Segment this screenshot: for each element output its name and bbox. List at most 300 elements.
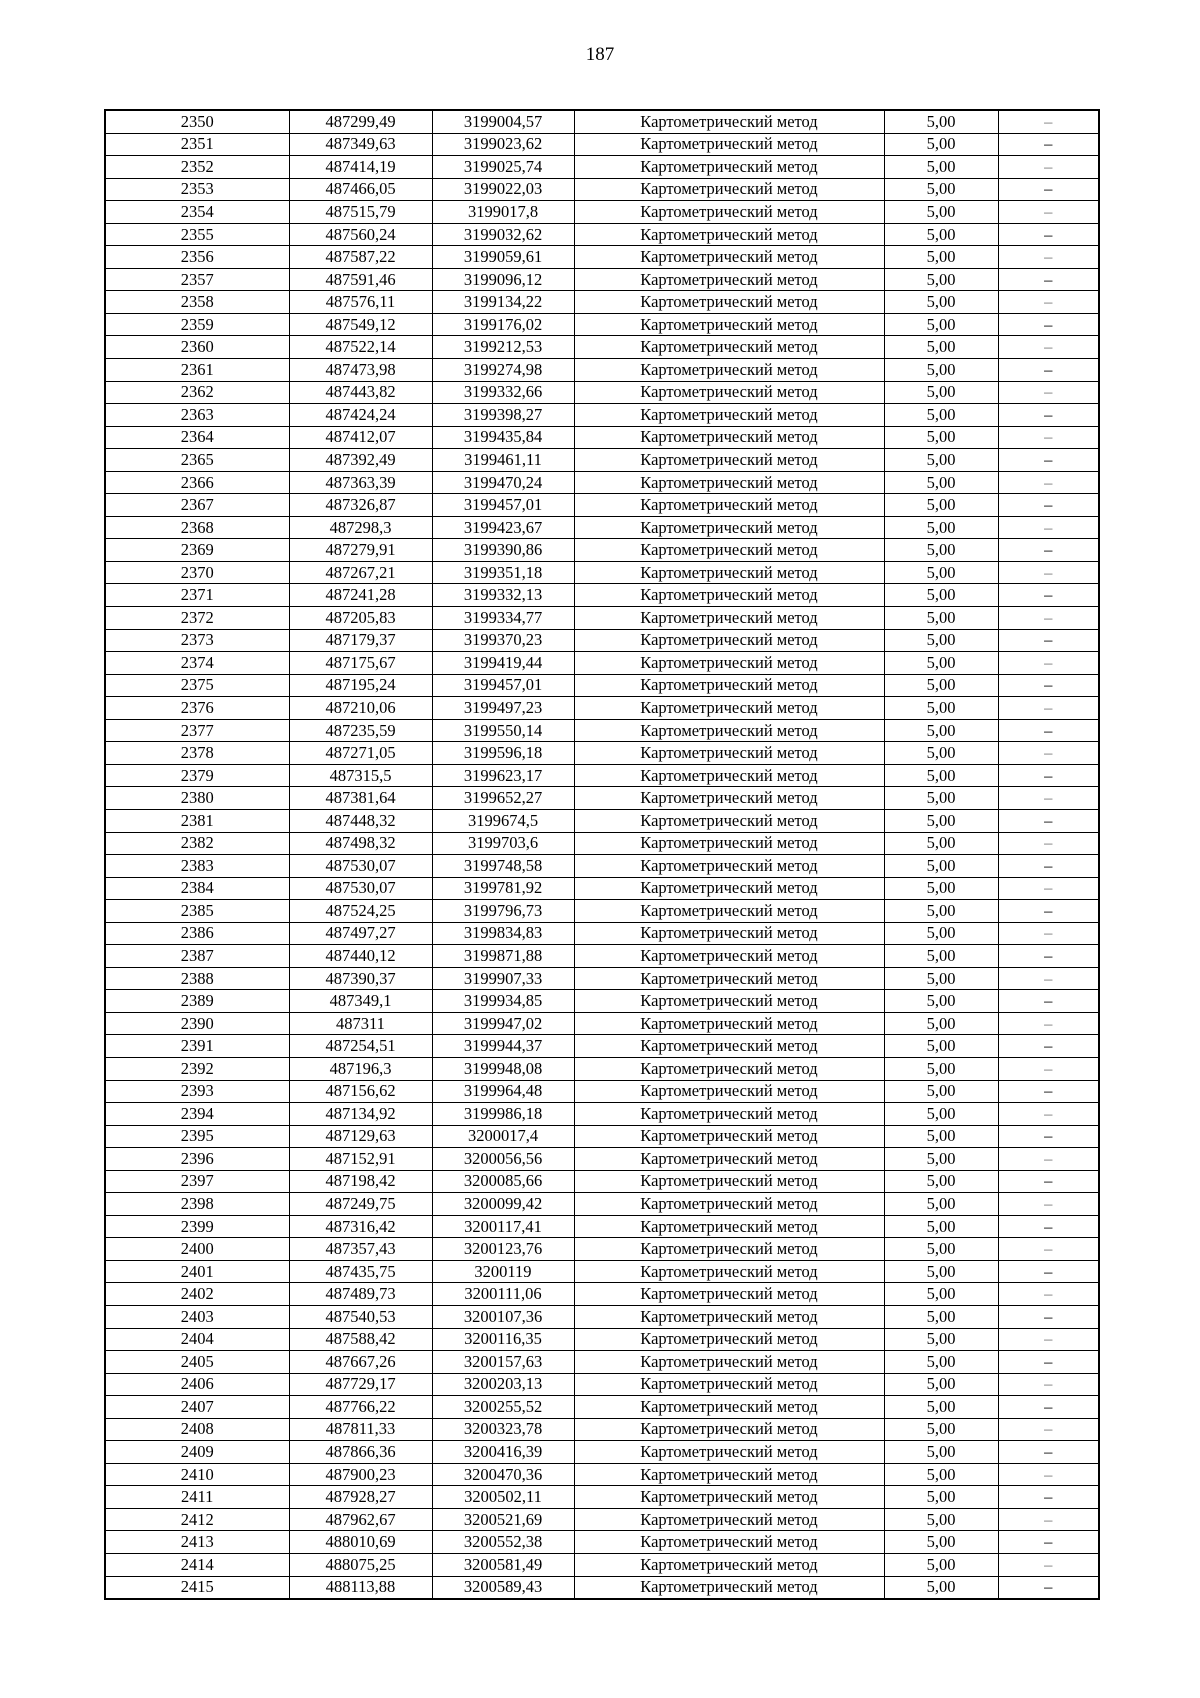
table-row bbox=[105, 268, 1099, 291]
description-cell: – bbox=[998, 1057, 1099, 1080]
point-number-cell: 2414 bbox=[105, 1554, 289, 1577]
description-cell: – bbox=[998, 674, 1099, 697]
y-coordinate-cell: 3200119 bbox=[432, 1260, 574, 1283]
description-cell: – bbox=[998, 764, 1099, 787]
description-cell: – bbox=[998, 133, 1099, 156]
x-coordinate-cell: 487866,36 bbox=[289, 1441, 432, 1464]
x-coordinate-cell: 487271,05 bbox=[289, 742, 432, 765]
method-cell: Картометрический метод bbox=[574, 133, 884, 156]
y-coordinate-cell: 3199334,77 bbox=[432, 607, 574, 630]
accuracy-cell: 5,00 bbox=[884, 1170, 998, 1193]
point-number-cell: 2406 bbox=[105, 1373, 289, 1396]
method-cell: Картометрический метод bbox=[574, 652, 884, 675]
table-row bbox=[105, 719, 1099, 742]
accuracy-cell: 5,00 bbox=[884, 877, 998, 900]
y-coordinate-cell: 3199435,84 bbox=[432, 426, 574, 449]
x-coordinate-cell: 487196,3 bbox=[289, 1057, 432, 1080]
description-cell: – bbox=[998, 1103, 1099, 1126]
description-cell: – bbox=[998, 1418, 1099, 1441]
accuracy-cell: 5,00 bbox=[884, 539, 998, 562]
description-cell: – bbox=[998, 449, 1099, 472]
point-number-cell: 2403 bbox=[105, 1305, 289, 1328]
description-cell: – bbox=[998, 742, 1099, 765]
accuracy-cell: 5,00 bbox=[884, 1148, 998, 1171]
y-coordinate-cell: 3199470,24 bbox=[432, 471, 574, 494]
table-row bbox=[105, 1260, 1099, 1283]
x-coordinate-cell: 487205,83 bbox=[289, 607, 432, 630]
x-coordinate-cell: 487414,19 bbox=[289, 156, 432, 179]
x-coordinate-cell: 487326,87 bbox=[289, 494, 432, 517]
point-number-cell: 2370 bbox=[105, 561, 289, 584]
point-number-cell: 2366 bbox=[105, 471, 289, 494]
description-cell: – bbox=[998, 719, 1099, 742]
method-cell: Картометрический метод bbox=[574, 404, 884, 427]
y-coordinate-cell: 3199390,86 bbox=[432, 539, 574, 562]
method-cell: Картометрический метод bbox=[574, 1531, 884, 1554]
y-coordinate-cell: 3199907,33 bbox=[432, 967, 574, 990]
x-coordinate-cell: 487198,42 bbox=[289, 1170, 432, 1193]
x-coordinate-cell: 487267,21 bbox=[289, 561, 432, 584]
description-cell: – bbox=[998, 516, 1099, 539]
accuracy-cell: 5,00 bbox=[884, 201, 998, 224]
method-cell: Картометрический метод bbox=[574, 1148, 884, 1171]
y-coordinate-cell: 3200111,06 bbox=[432, 1283, 574, 1306]
description-cell: – bbox=[998, 426, 1099, 449]
x-coordinate-cell: 487515,79 bbox=[289, 201, 432, 224]
y-coordinate-cell: 3200521,69 bbox=[432, 1508, 574, 1531]
y-coordinate-cell: 3200099,42 bbox=[432, 1193, 574, 1216]
description-cell: – bbox=[998, 178, 1099, 201]
point-number-cell: 2381 bbox=[105, 809, 289, 832]
point-number-cell: 2399 bbox=[105, 1215, 289, 1238]
y-coordinate-cell: 3200470,36 bbox=[432, 1463, 574, 1486]
point-number-cell: 2389 bbox=[105, 990, 289, 1013]
y-coordinate-cell: 3199023,62 bbox=[432, 133, 574, 156]
point-number-cell: 2380 bbox=[105, 787, 289, 810]
method-cell: Картометрический метод bbox=[574, 359, 884, 382]
description-cell: – bbox=[998, 1441, 1099, 1464]
table-row bbox=[105, 855, 1099, 878]
method-cell: Картометрический метод bbox=[574, 268, 884, 291]
table-row bbox=[105, 697, 1099, 720]
y-coordinate-cell: 3199623,17 bbox=[432, 764, 574, 787]
accuracy-cell: 5,00 bbox=[884, 178, 998, 201]
table-row bbox=[105, 561, 1099, 584]
point-number-cell: 2363 bbox=[105, 404, 289, 427]
method-cell: Картометрический метод bbox=[574, 381, 884, 404]
accuracy-cell: 5,00 bbox=[884, 1057, 998, 1080]
method-cell: Картометрический метод bbox=[574, 1125, 884, 1148]
accuracy-cell: 5,00 bbox=[884, 291, 998, 314]
point-number-cell: 2391 bbox=[105, 1035, 289, 1058]
point-number-cell: 2411 bbox=[105, 1486, 289, 1509]
x-coordinate-cell: 487349,63 bbox=[289, 133, 432, 156]
page-number: 187 bbox=[585, 44, 615, 65]
accuracy-cell: 5,00 bbox=[884, 652, 998, 675]
table-row bbox=[105, 1305, 1099, 1328]
point-number-cell: 2362 bbox=[105, 381, 289, 404]
y-coordinate-cell: 3200017,4 bbox=[432, 1125, 574, 1148]
table-row bbox=[105, 1508, 1099, 1531]
description-cell: – bbox=[998, 967, 1099, 990]
description-cell: – bbox=[998, 223, 1099, 246]
description-cell: – bbox=[998, 1531, 1099, 1554]
point-number-cell: 2413 bbox=[105, 1531, 289, 1554]
y-coordinate-cell: 3199461,11 bbox=[432, 449, 574, 472]
y-coordinate-cell: 3199652,27 bbox=[432, 787, 574, 810]
point-number-cell: 2358 bbox=[105, 291, 289, 314]
description-cell: – bbox=[998, 1305, 1099, 1328]
table-row bbox=[105, 967, 1099, 990]
table-row bbox=[105, 1080, 1099, 1103]
accuracy-cell: 5,00 bbox=[884, 1396, 998, 1419]
point-number-cell: 2369 bbox=[105, 539, 289, 562]
x-coordinate-cell: 487466,05 bbox=[289, 178, 432, 201]
table-row bbox=[105, 359, 1099, 382]
accuracy-cell: 5,00 bbox=[884, 719, 998, 742]
table-row bbox=[105, 787, 1099, 810]
x-coordinate-cell: 487129,63 bbox=[289, 1125, 432, 1148]
x-coordinate-cell: 487179,37 bbox=[289, 629, 432, 652]
description-cell: – bbox=[998, 1035, 1099, 1058]
method-cell: Картометрический метод bbox=[574, 178, 884, 201]
method-cell: Картометрический метод bbox=[574, 1103, 884, 1126]
description-cell: – bbox=[998, 539, 1099, 562]
description-cell: – bbox=[998, 156, 1099, 179]
x-coordinate-cell: 488113,88 bbox=[289, 1576, 432, 1599]
x-coordinate-cell: 487448,32 bbox=[289, 809, 432, 832]
table-row bbox=[105, 607, 1099, 630]
point-number-cell: 2400 bbox=[105, 1238, 289, 1261]
accuracy-cell: 5,00 bbox=[884, 742, 998, 765]
point-number-cell: 2377 bbox=[105, 719, 289, 742]
x-coordinate-cell: 487311 bbox=[289, 1012, 432, 1035]
y-coordinate-cell: 3200323,78 bbox=[432, 1418, 574, 1441]
y-coordinate-cell: 3200085,66 bbox=[432, 1170, 574, 1193]
point-number-cell: 2357 bbox=[105, 268, 289, 291]
description-cell: – bbox=[998, 629, 1099, 652]
accuracy-cell: 5,00 bbox=[884, 1238, 998, 1261]
x-coordinate-cell: 487156,62 bbox=[289, 1080, 432, 1103]
x-coordinate-cell: 487175,67 bbox=[289, 652, 432, 675]
y-coordinate-cell: 3199596,18 bbox=[432, 742, 574, 765]
x-coordinate-cell: 487928,27 bbox=[289, 1486, 432, 1509]
point-number-cell: 2385 bbox=[105, 900, 289, 923]
method-cell: Картометрический метод bbox=[574, 584, 884, 607]
y-coordinate-cell: 3199096,12 bbox=[432, 268, 574, 291]
description-cell: – bbox=[998, 945, 1099, 968]
point-number-cell: 2387 bbox=[105, 945, 289, 968]
table-row bbox=[105, 381, 1099, 404]
method-cell: Картометрический метод bbox=[574, 246, 884, 269]
accuracy-cell: 5,00 bbox=[884, 1554, 998, 1577]
accuracy-cell: 5,00 bbox=[884, 1012, 998, 1035]
method-cell: Картометрический метод bbox=[574, 201, 884, 224]
description-cell: – bbox=[998, 1148, 1099, 1171]
y-coordinate-cell: 3200502,11 bbox=[432, 1486, 574, 1509]
table-row bbox=[105, 449, 1099, 472]
accuracy-cell: 5,00 bbox=[884, 1486, 998, 1509]
method-cell: Картометрический метод bbox=[574, 900, 884, 923]
method-cell: Картометрический метод bbox=[574, 1554, 884, 1577]
point-number-cell: 2388 bbox=[105, 967, 289, 990]
accuracy-cell: 5,00 bbox=[884, 404, 998, 427]
point-number-cell: 2365 bbox=[105, 449, 289, 472]
x-coordinate-cell: 487357,43 bbox=[289, 1238, 432, 1261]
accuracy-cell: 5,00 bbox=[884, 990, 998, 1013]
x-coordinate-cell: 487392,49 bbox=[289, 449, 432, 472]
description-cell: – bbox=[998, 1328, 1099, 1351]
description-cell: – bbox=[998, 1396, 1099, 1419]
y-coordinate-cell: 3200157,63 bbox=[432, 1351, 574, 1374]
description-cell: – bbox=[998, 990, 1099, 1013]
table-row bbox=[105, 877, 1099, 900]
point-number-cell: 2396 bbox=[105, 1148, 289, 1171]
table-row bbox=[105, 1351, 1099, 1374]
y-coordinate-cell: 3199398,27 bbox=[432, 404, 574, 427]
table-row bbox=[105, 1531, 1099, 1554]
table-row bbox=[105, 313, 1099, 336]
method-cell: Картометрический метод bbox=[574, 449, 884, 472]
description-cell: – bbox=[998, 471, 1099, 494]
x-coordinate-cell: 487962,67 bbox=[289, 1508, 432, 1531]
accuracy-cell: 5,00 bbox=[884, 1418, 998, 1441]
description-cell: – bbox=[998, 809, 1099, 832]
point-number-cell: 2354 bbox=[105, 201, 289, 224]
accuracy-cell: 5,00 bbox=[884, 1351, 998, 1374]
x-coordinate-cell: 487766,22 bbox=[289, 1396, 432, 1419]
point-number-cell: 2350 bbox=[105, 110, 289, 133]
accuracy-cell: 5,00 bbox=[884, 674, 998, 697]
method-cell: Картометрический метод bbox=[574, 1328, 884, 1351]
accuracy-cell: 5,00 bbox=[884, 764, 998, 787]
method-cell: Картометрический метод bbox=[574, 561, 884, 584]
table-row bbox=[105, 156, 1099, 179]
accuracy-cell: 5,00 bbox=[884, 945, 998, 968]
point-number-cell: 2384 bbox=[105, 877, 289, 900]
accuracy-cell: 5,00 bbox=[884, 156, 998, 179]
point-number-cell: 2352 bbox=[105, 156, 289, 179]
x-coordinate-cell: 487530,07 bbox=[289, 855, 432, 878]
table-row bbox=[105, 516, 1099, 539]
table-row bbox=[105, 674, 1099, 697]
description-cell: – bbox=[998, 381, 1099, 404]
table-row bbox=[105, 652, 1099, 675]
y-coordinate-cell: 3199032,62 bbox=[432, 223, 574, 246]
method-cell: Картометрический метод bbox=[574, 1260, 884, 1283]
accuracy-cell: 5,00 bbox=[884, 313, 998, 336]
table-row bbox=[105, 1373, 1099, 1396]
table-row bbox=[105, 471, 1099, 494]
y-coordinate-cell: 3200116,35 bbox=[432, 1328, 574, 1351]
x-coordinate-cell: 487440,12 bbox=[289, 945, 432, 968]
table-row bbox=[105, 336, 1099, 359]
point-number-cell: 2356 bbox=[105, 246, 289, 269]
x-coordinate-cell: 487524,25 bbox=[289, 900, 432, 923]
table-row bbox=[105, 584, 1099, 607]
table-row bbox=[105, 1238, 1099, 1261]
coordinates-table-body bbox=[105, 110, 1099, 1599]
point-number-cell: 2374 bbox=[105, 652, 289, 675]
method-cell: Картометрический метод bbox=[574, 1012, 884, 1035]
table-row bbox=[105, 809, 1099, 832]
accuracy-cell: 5,00 bbox=[884, 607, 998, 630]
x-coordinate-cell: 487489,73 bbox=[289, 1283, 432, 1306]
y-coordinate-cell: 3199022,03 bbox=[432, 178, 574, 201]
x-coordinate-cell: 487210,06 bbox=[289, 697, 432, 720]
point-number-cell: 2405 bbox=[105, 1351, 289, 1374]
y-coordinate-cell: 3199025,74 bbox=[432, 156, 574, 179]
table-row bbox=[105, 1057, 1099, 1080]
x-coordinate-cell: 487315,5 bbox=[289, 764, 432, 787]
accuracy-cell: 5,00 bbox=[884, 629, 998, 652]
method-cell: Картометрический метод bbox=[574, 1463, 884, 1486]
y-coordinate-cell: 3200123,76 bbox=[432, 1238, 574, 1261]
table-row bbox=[105, 1215, 1099, 1238]
table-row bbox=[105, 223, 1099, 246]
description-cell: – bbox=[998, 697, 1099, 720]
x-coordinate-cell: 487667,26 bbox=[289, 1351, 432, 1374]
y-coordinate-cell: 3199947,02 bbox=[432, 1012, 574, 1035]
y-coordinate-cell: 3199370,23 bbox=[432, 629, 574, 652]
y-coordinate-cell: 3199796,73 bbox=[432, 900, 574, 923]
y-coordinate-cell: 3199834,83 bbox=[432, 922, 574, 945]
description-cell: – bbox=[998, 246, 1099, 269]
y-coordinate-cell: 3199134,22 bbox=[432, 291, 574, 314]
x-coordinate-cell: 487349,1 bbox=[289, 990, 432, 1013]
method-cell: Картометрический метод bbox=[574, 945, 884, 968]
method-cell: Картометрический метод bbox=[574, 494, 884, 517]
method-cell: Картометрический метод bbox=[574, 1238, 884, 1261]
y-coordinate-cell: 3200552,38 bbox=[432, 1531, 574, 1554]
y-coordinate-cell: 3200255,52 bbox=[432, 1396, 574, 1419]
point-number-cell: 2371 bbox=[105, 584, 289, 607]
table-row bbox=[105, 110, 1099, 133]
y-coordinate-cell: 3199017,8 bbox=[432, 201, 574, 224]
description-cell: – bbox=[998, 201, 1099, 224]
x-coordinate-cell: 487390,37 bbox=[289, 967, 432, 990]
description-cell: – bbox=[998, 1373, 1099, 1396]
method-cell: Картометрический метод bbox=[574, 336, 884, 359]
accuracy-cell: 5,00 bbox=[884, 584, 998, 607]
table-row bbox=[105, 832, 1099, 855]
method-cell: Картометрический метод bbox=[574, 1057, 884, 1080]
method-cell: Картометрический метод bbox=[574, 855, 884, 878]
accuracy-cell: 5,00 bbox=[884, 223, 998, 246]
method-cell: Картометрический метод bbox=[574, 1576, 884, 1599]
table-row bbox=[105, 1441, 1099, 1464]
accuracy-cell: 5,00 bbox=[884, 494, 998, 517]
point-number-cell: 2410 bbox=[105, 1463, 289, 1486]
y-coordinate-cell: 3199332,13 bbox=[432, 584, 574, 607]
accuracy-cell: 5,00 bbox=[884, 1103, 998, 1126]
x-coordinate-cell: 487900,23 bbox=[289, 1463, 432, 1486]
method-cell: Картометрический метод bbox=[574, 967, 884, 990]
table-row bbox=[105, 629, 1099, 652]
table-row bbox=[105, 1486, 1099, 1509]
method-cell: Картометрический метод bbox=[574, 990, 884, 1013]
method-cell: Картометрический метод bbox=[574, 922, 884, 945]
description-cell: – bbox=[998, 404, 1099, 427]
x-coordinate-cell: 487424,24 bbox=[289, 404, 432, 427]
table-row bbox=[105, 1148, 1099, 1171]
method-cell: Картометрический метод bbox=[574, 516, 884, 539]
point-number-cell: 2392 bbox=[105, 1057, 289, 1080]
description-cell: – bbox=[998, 877, 1099, 900]
y-coordinate-cell: 3199944,37 bbox=[432, 1035, 574, 1058]
table-row bbox=[105, 201, 1099, 224]
description-cell: – bbox=[998, 607, 1099, 630]
accuracy-cell: 5,00 bbox=[884, 246, 998, 269]
point-number-cell: 2386 bbox=[105, 922, 289, 945]
point-number-cell: 2378 bbox=[105, 742, 289, 765]
description-cell: – bbox=[998, 1260, 1099, 1283]
accuracy-cell: 5,00 bbox=[884, 832, 998, 855]
method-cell: Картометрический метод bbox=[574, 1351, 884, 1374]
accuracy-cell: 5,00 bbox=[884, 900, 998, 923]
point-number-cell: 2351 bbox=[105, 133, 289, 156]
description-cell: – bbox=[998, 336, 1099, 359]
table-row bbox=[105, 1554, 1099, 1577]
point-number-cell: 2355 bbox=[105, 223, 289, 246]
point-number-cell: 2415 bbox=[105, 1576, 289, 1599]
y-coordinate-cell: 3199351,18 bbox=[432, 561, 574, 584]
accuracy-cell: 5,00 bbox=[884, 449, 998, 472]
point-number-cell: 2372 bbox=[105, 607, 289, 630]
x-coordinate-cell: 487591,46 bbox=[289, 268, 432, 291]
coordinates-table bbox=[104, 109, 1100, 1600]
description-cell: – bbox=[998, 900, 1099, 923]
method-cell: Картометрический метод bbox=[574, 426, 884, 449]
y-coordinate-cell: 3199986,18 bbox=[432, 1103, 574, 1126]
y-coordinate-cell: 3199703,6 bbox=[432, 832, 574, 855]
description-cell: – bbox=[998, 1193, 1099, 1216]
description-cell: – bbox=[998, 584, 1099, 607]
y-coordinate-cell: 3200581,49 bbox=[432, 1554, 574, 1577]
description-cell: – bbox=[998, 922, 1099, 945]
accuracy-cell: 5,00 bbox=[884, 809, 998, 832]
method-cell: Картометрический метод bbox=[574, 877, 884, 900]
accuracy-cell: 5,00 bbox=[884, 381, 998, 404]
table-row bbox=[105, 1170, 1099, 1193]
x-coordinate-cell: 487316,42 bbox=[289, 1215, 432, 1238]
point-number-cell: 2409 bbox=[105, 1441, 289, 1464]
accuracy-cell: 5,00 bbox=[884, 359, 998, 382]
description-cell: – bbox=[998, 652, 1099, 675]
x-coordinate-cell: 487811,33 bbox=[289, 1418, 432, 1441]
accuracy-cell: 5,00 bbox=[884, 336, 998, 359]
point-number-cell: 2375 bbox=[105, 674, 289, 697]
point-number-cell: 2360 bbox=[105, 336, 289, 359]
accuracy-cell: 5,00 bbox=[884, 1576, 998, 1599]
table-row bbox=[105, 494, 1099, 517]
method-cell: Картометрический метод bbox=[574, 291, 884, 314]
accuracy-cell: 5,00 bbox=[884, 1125, 998, 1148]
x-coordinate-cell: 487729,17 bbox=[289, 1373, 432, 1396]
x-coordinate-cell: 487497,27 bbox=[289, 922, 432, 945]
x-coordinate-cell: 487473,98 bbox=[289, 359, 432, 382]
description-cell: – bbox=[998, 1283, 1099, 1306]
table-row bbox=[105, 1328, 1099, 1351]
table-row bbox=[105, 404, 1099, 427]
accuracy-cell: 5,00 bbox=[884, 787, 998, 810]
method-cell: Картометрический метод bbox=[574, 156, 884, 179]
accuracy-cell: 5,00 bbox=[884, 1531, 998, 1554]
table-row bbox=[105, 1463, 1099, 1486]
x-coordinate-cell: 487235,59 bbox=[289, 719, 432, 742]
method-cell: Картометрический метод bbox=[574, 539, 884, 562]
y-coordinate-cell: 3199948,08 bbox=[432, 1057, 574, 1080]
